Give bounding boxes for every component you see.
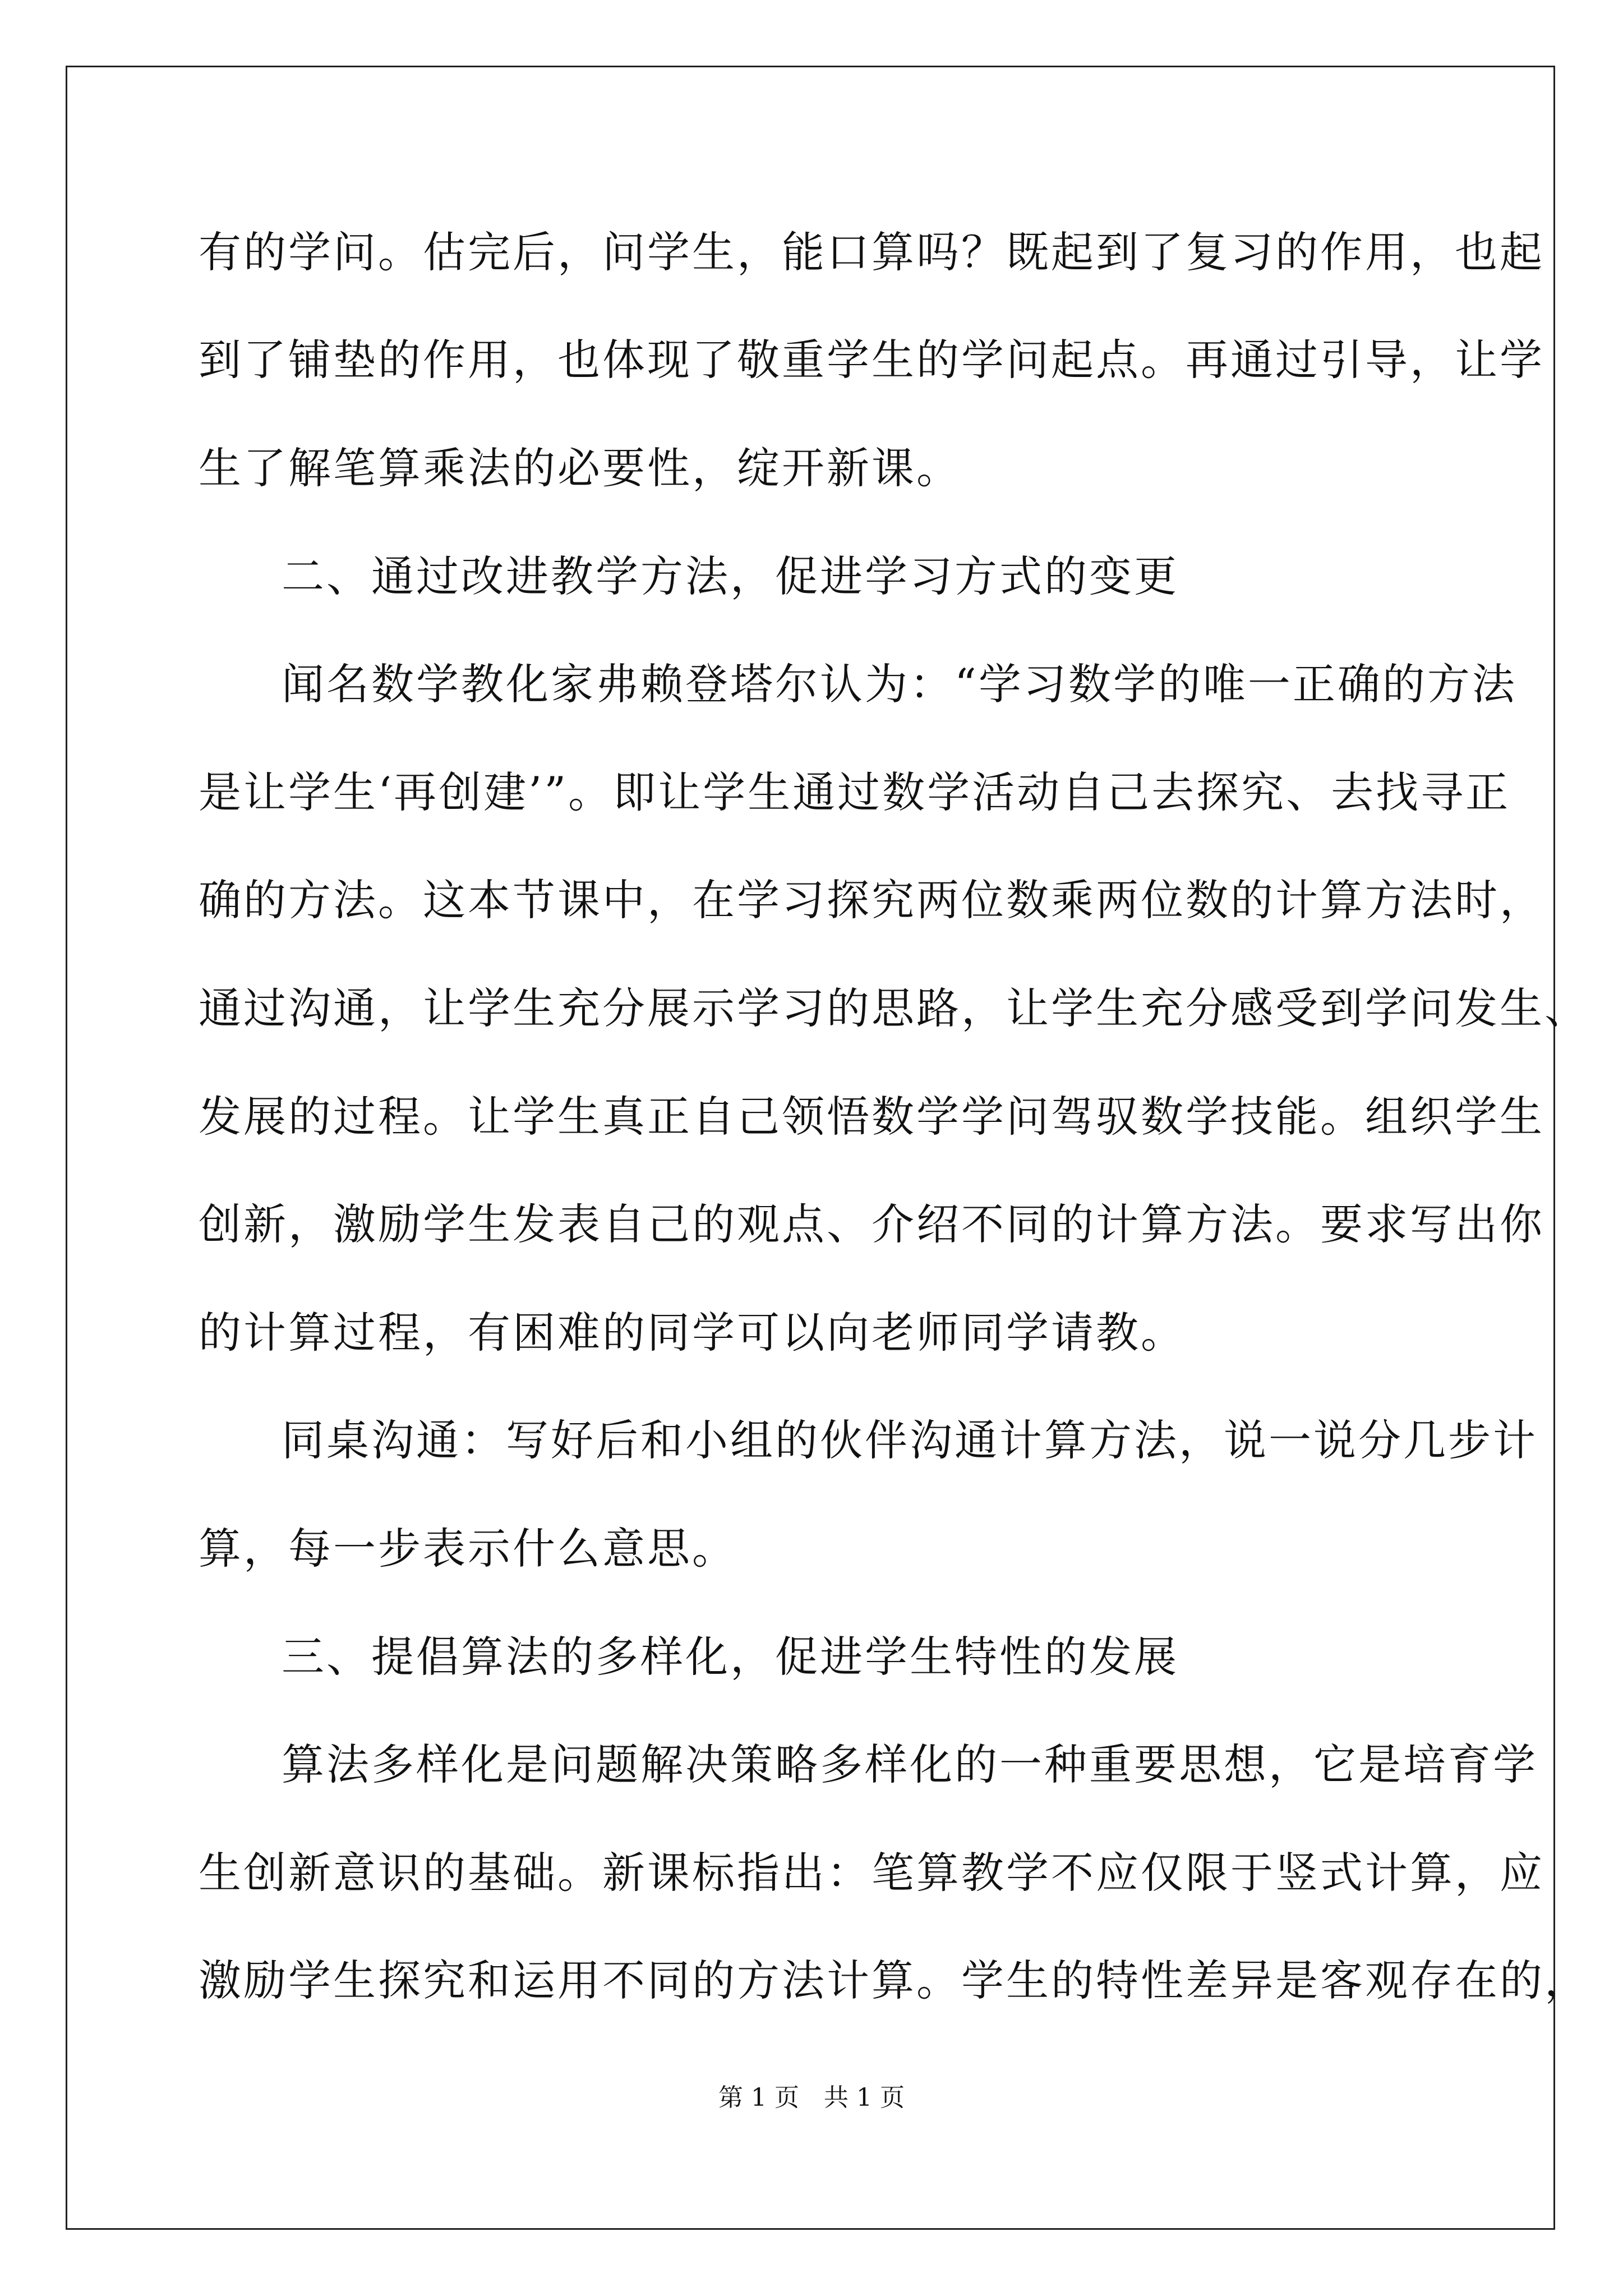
body-text-line: 通过沟通，让学生充分展示学习的思路，让学生充分感受到学问发生、 — [199, 983, 1589, 1033]
body-text-line: 有的学问。估完后，问学生，能口算吗？既起到了复习的作用，也起 — [199, 227, 1544, 277]
page-footer: 第 1 页 共 1 页 — [718, 2083, 905, 2112]
section-heading: 二、通过改进教学方法，促进学习方式的变更 — [282, 551, 1179, 601]
body-text-line: 生了解笔算乘法的必要性，绽开新课。 — [199, 443, 961, 493]
body-text-line: 的计算过程，有困难的同学可以向老师同学请教。 — [199, 1308, 1186, 1358]
body-text-line: 同桌沟通：写好后和小组的伙伴沟通计算方法，说一说分几步计 — [282, 1415, 1538, 1465]
body-text-line: 生创新意识的基础。新课标指出：笔算教学不应仅限于竖式计算，应 — [199, 1848, 1544, 1898]
body-text-line: 算法多样化是问题解决策略多样化的一种重要思想，它是培育学 — [282, 1740, 1538, 1789]
body-text-line: 确的方法。这本节课中，在学习探究两位数乘两位数的计算方法时， — [199, 875, 1544, 925]
body-text-line: 闻名数学教化家弗赖登塔尔认为：“学习数学的唯一正确的方法 — [282, 659, 1517, 709]
body-text-line: 发展的过程。让学生真正自己领悟数学学问驾驭数学技能。组织学生 — [199, 1092, 1544, 1142]
page-border — [66, 66, 1555, 2230]
body-text-line: 到了铺垫的作用，也体现了敬重学生的学问起点。再通过引导，让学 — [199, 335, 1544, 385]
body-text-line: 激励学生探究和运用不同的方法计算。学生的特性差异是客观存在的， — [199, 1955, 1589, 2005]
body-text-line: 是让学生‘再创建’”。即让学生通过数学活动自己去探究、去找寻正 — [199, 767, 1511, 817]
section-heading: 三、提倡算法的多样化，促进学生特性的发展 — [282, 1632, 1179, 1682]
body-text-line: 算，每一步表示什么意思。 — [199, 1524, 737, 1573]
body-text-line: 创新，激励学生发表自己的观点、介绍不同的计算方法。要求写出你 — [199, 1199, 1544, 1249]
